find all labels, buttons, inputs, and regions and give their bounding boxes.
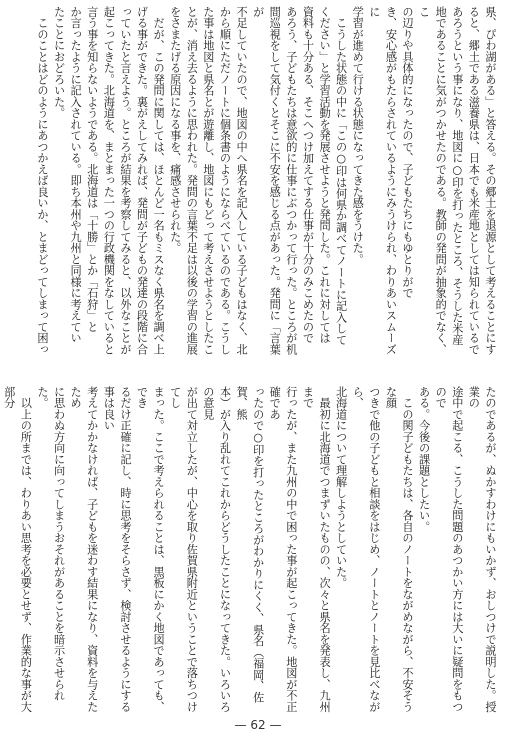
text-line: 地であることに気がつかせたのである。教師の発問が抽象的でなく、こ <box>417 6 448 355</box>
text-line: っていたと言えよう。ところが結果を考察してみると、以外なことが <box>118 6 132 355</box>
text-line: に思わぬ方向に向ってしまうおそれがあることを暗示させられた。 <box>35 386 66 701</box>
text-line: たことにおどろいた。 <box>52 6 66 119</box>
text-line: たのであるが、ぬかすわけにもいかず、おしつけで説明した。授業の <box>467 386 497 713</box>
text-line: 学習が進めて行ける状態になってきた感をうけた。 <box>351 6 365 265</box>
text-line: このことはどのようにあつかえば良いか、とまどってしまって困っ <box>35 6 49 355</box>
text-line: あろうという事になり、地図に○印を打ったところ、そうした米産 <box>450 6 464 346</box>
text-line: だが、この発問に関しては、ほとんど一名もミスなく県名を調べ上 <box>152 6 166 355</box>
text-line: つきで他の子どもと相談をはじめ、ノートとノートを見比べながら、 <box>351 386 381 713</box>
text-line: 言う事を知らないようである。北海道は「十勝」とか「石狩」と <box>85 6 99 333</box>
text-line: 最初に北海道でつまずいたものの、次々と県名を発表し、九州まで <box>301 386 332 713</box>
text-line: の辺りや具体的になったので、子どもたちにもゆとりがで <box>401 6 415 299</box>
text-line: こうした状態の中に「この○印は何県か調べてノートに記入して <box>334 6 348 346</box>
page-number: — 62 — <box>234 718 282 732</box>
text-line: 途中で起こる、こうした問題のあつかい方には大いに疑問をもつので <box>434 386 464 713</box>
text-line: が出て対立したが、中心を取り佐賀県附近ということで落ちつけてし <box>168 386 199 713</box>
lower-text-block <box>2 386 498 713</box>
text-line: 本）が入り乱れてこれからどうしたことになってきた。いろいろの意見 <box>201 386 232 713</box>
text-line: 資料も十分ある、そこへつけ加えてする仕事が十分のみこめたので <box>301 6 315 344</box>
text-line: をさまたげる原因になる事を、痛感させられた。 <box>168 6 182 254</box>
text-line: るだけ正確に記し、時に思考をそらさず、検討させるようにする事は良い <box>102 386 132 713</box>
text-line: 県、ぴわ湖がある」と答える。その郷土を退源として考えることにす <box>484 6 497 355</box>
text-line: 北海道について理解しようとしていた。 <box>334 386 348 589</box>
text-line: この関子どもたちは、各自のノートをながめながら、不安そうな顔 <box>384 386 415 713</box>
text-line: か言ったように記入されている。即ち本州や九州と同様に考えてい <box>69 6 83 344</box>
text-line: 以上の所までは、わりあい思考を必要とせず、作業的な事が大部分 <box>2 386 33 713</box>
text-line: ください」と学習活動を発展させようと発問した。これに対しては <box>318 6 332 344</box>
text-line: 起こってきた。北海道を、まとまった一つの行政機関をなしていると <box>102 6 116 355</box>
text-line: げる事ができた。裏がえしてみれば、発問が子どもの発達の段階に合 <box>135 6 149 355</box>
text-line: 間巡視をして気付くとそこに不安を感じる点があった。発問に「言葉が <box>251 6 282 355</box>
text-line: から順にただノートに個条書のようにならべているのである。こうし <box>218 6 232 355</box>
text-line: た事は地図と県名とが遊離し、地図にもどって考えさせようとしたこ <box>201 6 215 355</box>
text-line: 行ったが、また九州の中で困った事が起こってきた。地図が不正確であ <box>268 386 298 713</box>
text-line: ある。今後の課題としたい。 <box>417 386 431 533</box>
text-line: 不足していたので、地図の中へ県名を記入している子どもはなく、北 <box>235 6 249 355</box>
upper-text-block <box>10 6 498 361</box>
text-line: き、安心感がもたらされているようにみうけられ、わりあいスムーズに <box>367 6 398 355</box>
text-line: まった。ここで考えられることは、黒板にかく地図であっても、でき <box>135 386 166 713</box>
text-line: ると、郷土である滋養県は、日本でも米産地としては知られているで <box>467 6 481 355</box>
text-line: 考えてかかなければ、子どもを迷わす結果になり、資料を与えたため <box>69 386 99 713</box>
text-line: とが、消え去るように思われた。発問の言葉不足は以後の学習の進展 <box>185 6 199 355</box>
text-line: ったので○印を打ったところがわかりにくく、県名（福岡、佐賀、熊 <box>235 386 265 703</box>
text-line: あろう、子どもたちは意欲的に仕事にぶつかって行った。ところが机 <box>284 6 298 355</box>
